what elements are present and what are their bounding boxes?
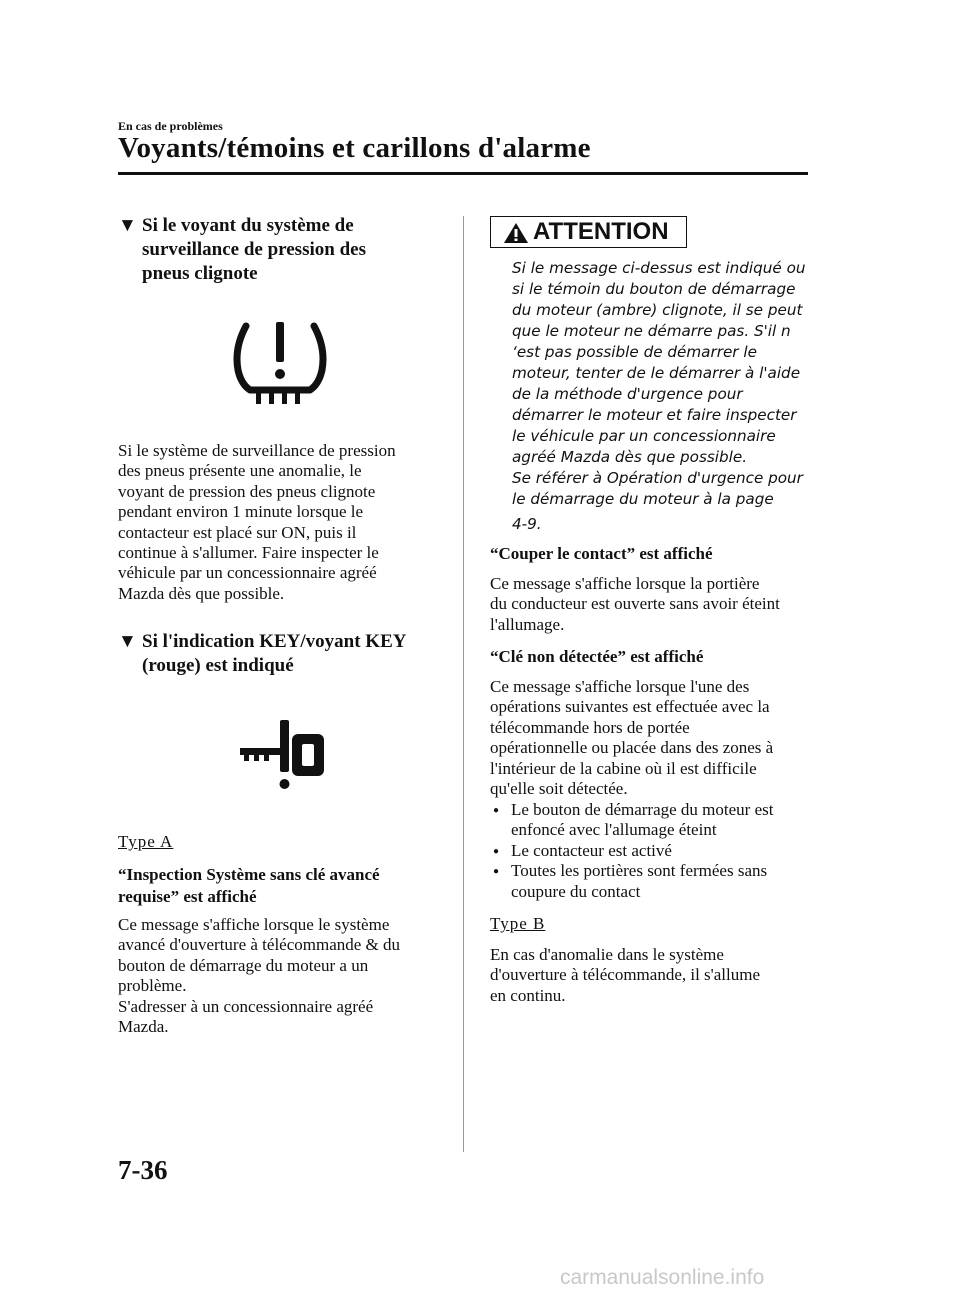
couper-paragraph: Ce message s'affiche lorsque la portière du conducteur est ouverte sans avoir éteint l'allumage. — [490, 574, 780, 634]
attention-box — [490, 216, 687, 248]
attention-text: Si le message ci-dessus est indiqué ou si le témoin du bouton de démarrage du moteur (ambre) clignote, il se peut que le moteur ne démarre pas. S'il n ‘est pas possible de démarrer le moteur, tenter de le démarrer à l'aide de la méthode d'urgence pour démarrer le moteur et faire inspecter le véhicule par un concessionnaire agréé Mazda dès que possible. Se référer à Opération d'urgence pour le démarrage du moteur à la page 4-9. — [512, 259, 806, 533]
bullet-icon: ● — [493, 845, 500, 857]
attention-label: ATTENTION — [533, 218, 669, 245]
type-b-label: Type B — [490, 914, 546, 933]
heading-key: ▼ Si l'indication KEY/voyant KEY (rouge) est indiqué — [118, 631, 407, 676]
type-b-paragraph: En cas d'anomalie dans le système d'ouverture à télécommande, il s'allume en continu. — [490, 945, 760, 1005]
bullet-icon: ● — [493, 866, 500, 878]
key-warning-icon — [236, 718, 328, 792]
column-divider — [463, 216, 464, 1152]
triangle-bullet-icon: ▼ — [118, 631, 137, 652]
watermark: carmanualsonline.info — [560, 1266, 765, 1289]
conditions-list — [490, 800, 815, 902]
message-cle: “Clé non détectée” est affiché — [490, 647, 704, 666]
section-label: En cas de problèmes — [118, 119, 223, 133]
page-number: 7-36 — [118, 1155, 168, 1185]
title-rule — [118, 172, 808, 175]
bullet-icon: ● — [493, 805, 500, 816]
list-item: ● Le contacteur est activé — [490, 841, 815, 861]
message-inspection: “Inspection Système sans clé avancé requise” est affiché — [118, 865, 380, 906]
cle-paragraph: Ce message s'affiche lorsque l'une des opérations suivantes est effectuée avec la télécommande hors de portée opérationnelle ou placée dans des zones à l'intérieur de la cabine où il est difficile qu'elle soit détectée. — [490, 677, 774, 799]
type-a-label: Type A — [118, 832, 174, 851]
list-item: ● Le bouton de démarrage du moteur est enfoncé avec l'allumage éteint — [493, 800, 774, 840]
tpms-paragraph: Si le système de surveillance de pression des pneus présente une anomalie, le voyant de pression des pneus clignote pendant environ 1 minute lorsque le contacteur est placé sur ON, puis il continue à s'allumer. Faire inspecter le véhicule par un concessionnaire agréé Mazda dès que possible. — [118, 441, 396, 603]
triangle-bullet-icon: ▼ — [118, 215, 137, 236]
message-couper: “Couper le contact” est affiché — [490, 544, 713, 563]
inspection-paragraph: Ce message s'affiche lorsque le système avancé d'ouverture à télécommande & du bouton de démarrage du moteur a un problème. S'adresser à un concessionnaire agréé Mazda. — [118, 915, 401, 1037]
warning-triangle-icon — [503, 222, 529, 244]
heading-tpms: ▼ Si le voyant du système de surveillance de pression des pneus clignote — [118, 215, 366, 284]
list-item: ● Toutes les portières sont fermées sans coupure du contact — [493, 861, 768, 901]
tire-pressure-warning-icon — [232, 318, 328, 406]
page-title: Voyants/témoins et carillons d'alarme — [118, 132, 591, 164]
